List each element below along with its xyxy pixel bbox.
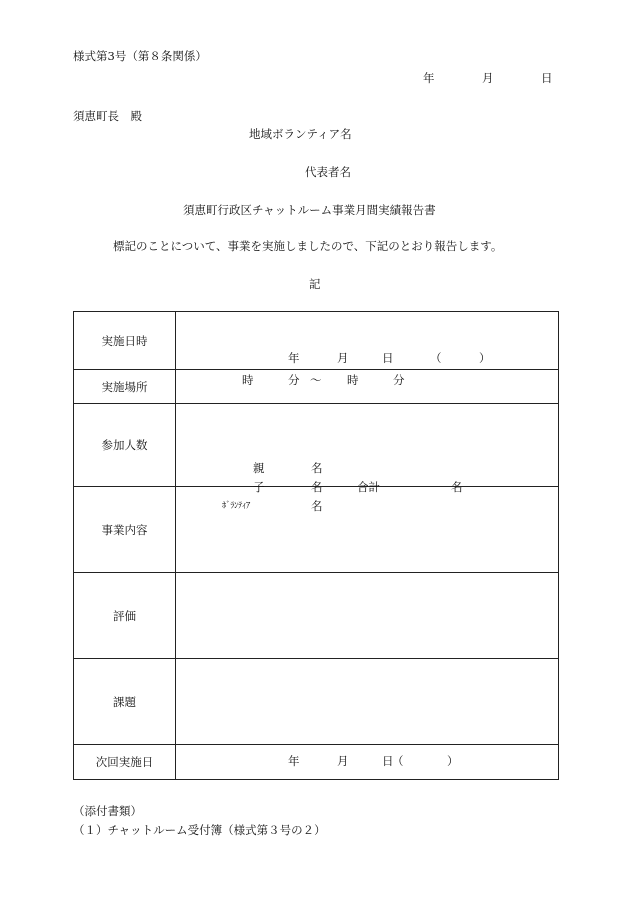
participants-parent-unit: 名 [311, 461, 323, 475]
row-evaluation [74, 573, 559, 659]
evaluation-value[interactable] [176, 573, 559, 659]
implementation-date-label: 実施日時 [74, 312, 176, 370]
content-value[interactable] [176, 487, 559, 573]
impl-minute1: 分 [288, 372, 300, 387]
participants-child: 子 [253, 480, 265, 494]
row-issues [74, 659, 559, 745]
issues-value[interactable] [176, 659, 559, 745]
row-next-date [74, 745, 559, 780]
next-paren-open: （ [392, 754, 404, 768]
row-implementation-date [74, 312, 559, 370]
participants-value[interactable] [176, 404, 559, 513]
participants-total: 合計 [357, 480, 380, 494]
attachments-heading: （添付書類） [73, 804, 142, 818]
impl-paren-open: （ [430, 350, 442, 365]
next-paren-close: ） [447, 754, 459, 768]
date-day: 日 [541, 71, 553, 85]
content-label: 事業内容 [74, 487, 176, 573]
participants-child-unit: 名 [311, 480, 323, 494]
representative-label: 代表者名 [305, 165, 351, 179]
evaluation-label: 評価 [74, 573, 176, 659]
next-year: 年 [288, 754, 300, 768]
intro-text: 標記のことについて、事業を実施しましたので、下記のとおり報告します。 [113, 239, 503, 253]
impl-minute2: 分 [393, 372, 405, 387]
attachments-item-1: （１）チャットルーム受付簿（様式第３号の２） [73, 823, 326, 837]
date-month: 月 [482, 71, 494, 85]
next-month: 月 [337, 754, 349, 768]
implementation-date-value[interactable] [176, 312, 559, 387]
next-date-value[interactable] [176, 745, 559, 780]
form-number: 様式第3号（第８条関係） [73, 49, 207, 63]
date-year: 年 [423, 71, 435, 85]
addressee: 須恵町長 殿 [73, 109, 142, 123]
next-date-label: 次回実施日 [74, 745, 176, 780]
row-participants [74, 404, 559, 487]
issues-label: 課題 [74, 659, 176, 745]
participants-volunteer: ﾎﾞﾗﾝﾃｨｱ [222, 501, 250, 511]
impl-tilde: ～ [310, 372, 322, 387]
place-value[interactable] [176, 370, 559, 404]
next-day: 日 [382, 754, 394, 768]
ki-label: 記 [309, 277, 321, 291]
participants-label: 参加人数 [74, 404, 176, 487]
impl-hour2: 時 [347, 372, 359, 387]
impl-year: 年 [288, 350, 300, 365]
volunteer-name-label: 地域ボランティア名 [249, 127, 352, 141]
impl-paren-close: ） [479, 350, 491, 365]
impl-month: 月 [337, 350, 349, 365]
participants-parent: 親 [253, 461, 265, 475]
impl-day: 日 [382, 350, 394, 365]
participants-total-unit: 名 [451, 480, 463, 494]
report-table [73, 311, 559, 780]
participants-volunteer-unit: 名 [311, 499, 323, 513]
document-title: 須恵町行政区チャットルーム事業月間実績報告書 [183, 203, 436, 217]
impl-hour1: 時 [242, 372, 254, 387]
place-label: 実施場所 [74, 370, 176, 404]
